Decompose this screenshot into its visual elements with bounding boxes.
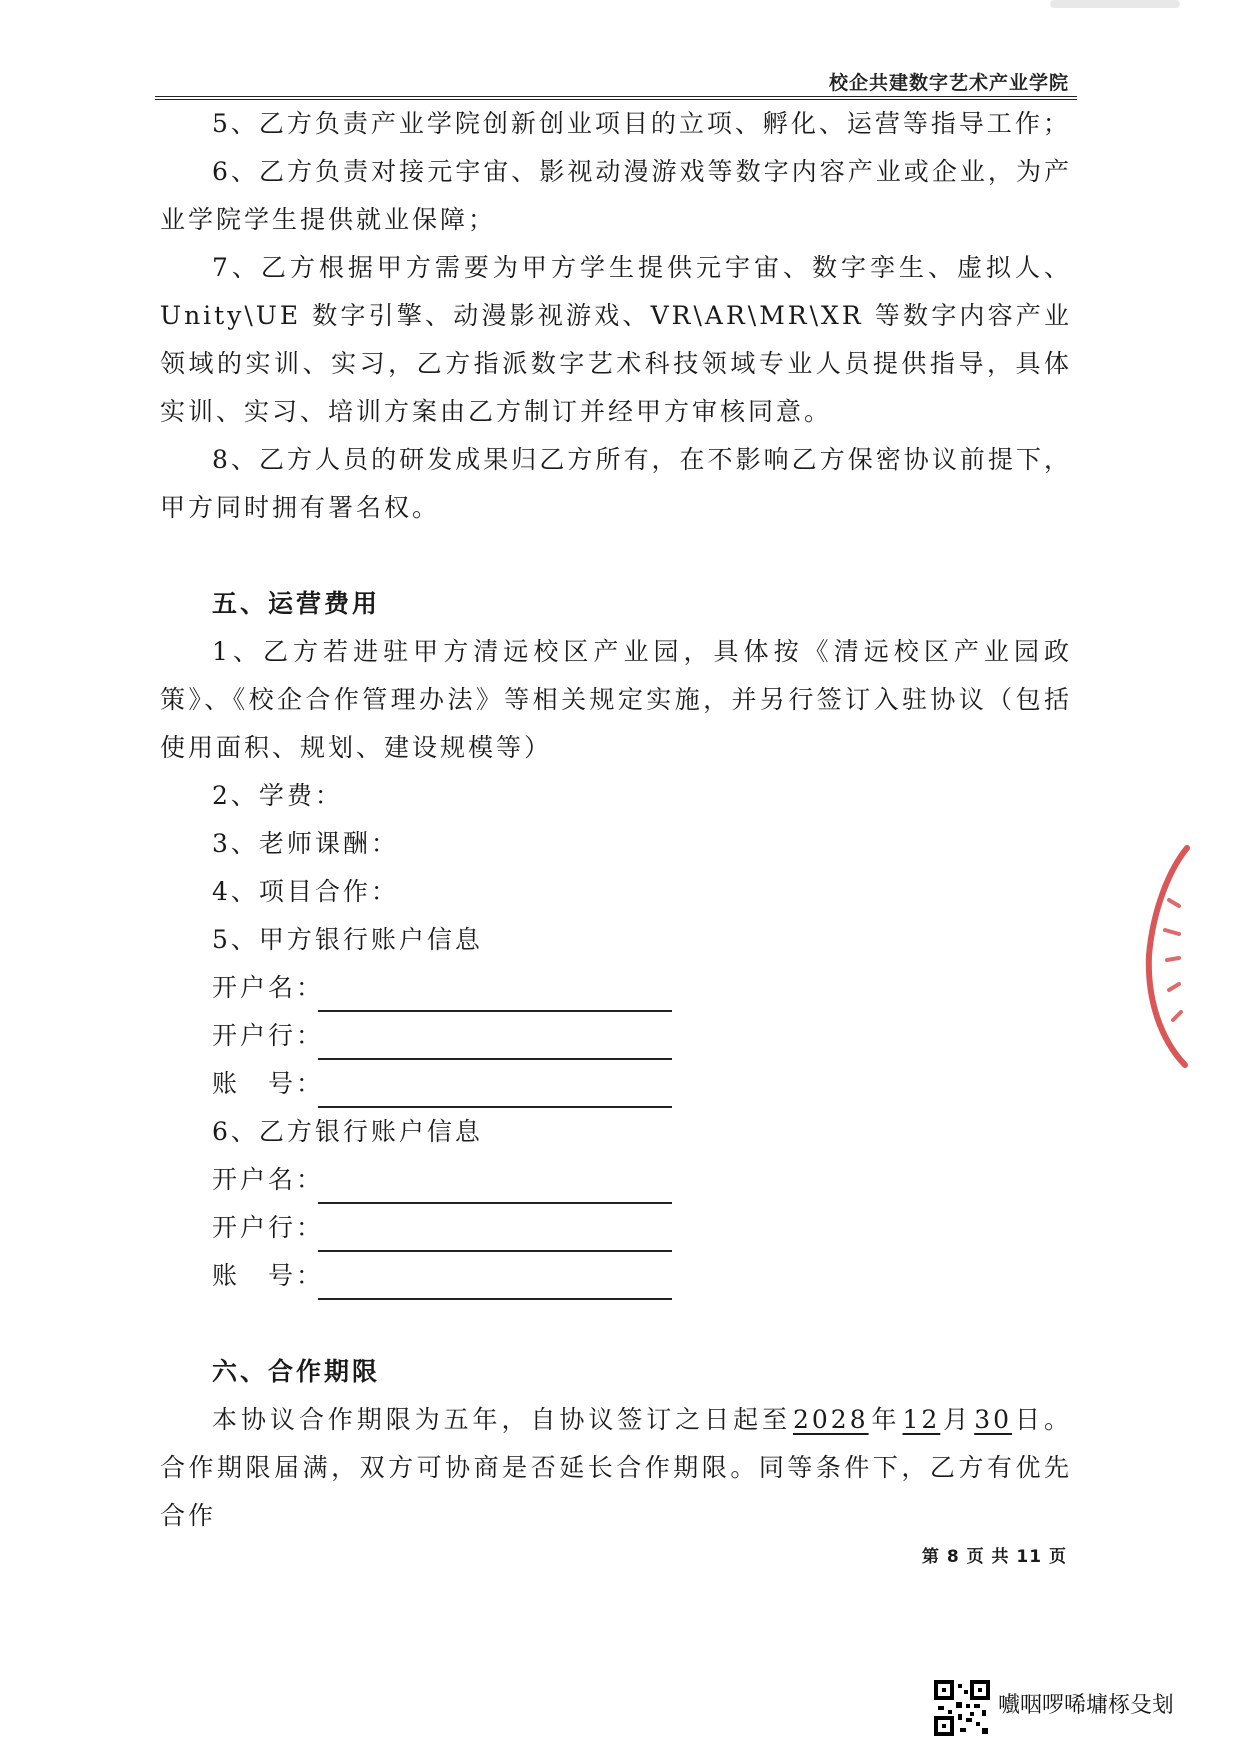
section-5-item-5: 5、甲方银行账户信息	[212, 925, 483, 954]
section-5-item-2: 2、学费：	[212, 781, 343, 810]
section-5-item-3: 3、老师课酬：	[212, 829, 399, 858]
party-a-bank	[212, 1012, 1072, 1060]
field-label: 开户行：	[212, 1021, 325, 1050]
end-day: 30	[974, 1405, 1013, 1434]
section-5-item-1: 1、乙方若进驻甲方清远校区产业园，具体按《清远校区产业园政策》、《校企合作管理办法》等相关规定实施，并另行签订入驻协议（包括使用面积、规划、建设规模等）	[160, 637, 1072, 762]
document-body	[160, 100, 1072, 1540]
field-label: 开户行：	[212, 1213, 325, 1242]
term-text-before: 本协议合作期限为五年，自协议签订之日起至	[212, 1405, 791, 1434]
party-b-account-name	[212, 1156, 1072, 1204]
end-month: 12	[902, 1405, 941, 1434]
clause-b5: 5、乙方负责产业学院创新创业项目的立项、孵化、运营等指导工作；	[212, 109, 1071, 138]
blank-line	[318, 976, 672, 1012]
header-title: 校企共建数字艺术产业学院	[828, 72, 1069, 94]
seal-stamp-fragment	[1139, 840, 1199, 1070]
field-label: 开户名：	[212, 973, 325, 1002]
day-unit: 日	[1014, 1405, 1044, 1434]
party-a-account-number	[212, 1060, 1072, 1108]
header-rule	[155, 96, 1077, 97]
blank-line	[318, 1216, 672, 1252]
spacer	[160, 1300, 1072, 1348]
section-6-text	[160, 1396, 1072, 1540]
scan-smudge	[1050, 0, 1180, 8]
party-a-account-name	[212, 964, 1072, 1012]
blank-line	[318, 1168, 672, 1204]
qr-code-icon	[934, 1680, 990, 1736]
blank-line	[318, 1024, 672, 1060]
clause-b8: 8、乙方人员的研发成果归乙方所有，在不影响乙方保密协议前提下，甲方同时拥有署名权。	[160, 445, 1072, 522]
party-b-bank	[212, 1204, 1072, 1252]
clause-b7: 7、乙方根据甲方需要为甲方学生提供元宇宙、数字孪生、虚拟人、Unity\UE 数字引擎、动漫影视游戏、VR\AR\MR\XR 等数字内容产业领域的实训、实习，乙方指派数字艺术科技领域专业人员提供指导，具体实训、实习、培训方案由乙方制订并经甲方审核同意。	[160, 253, 1072, 426]
watermark-text: 嚱咽啰唏墉㭬殳刬	[998, 1693, 1175, 1718]
field-label: 账 号：	[212, 1069, 325, 1098]
blank-line	[318, 1264, 672, 1300]
spacer	[160, 532, 1072, 580]
term-text-after: 。合作期限届满，双方可协商是否延长合作期限。同等条件下，乙方有优先合作	[160, 1405, 1072, 1530]
clause-b6: 6、乙方负责对接元宇宙、影视动漫游戏等数字内容产业或企业，为产业学院学生提供就业保障；	[160, 157, 1072, 234]
page-number: 第 8 页 共 11 页	[921, 1547, 1067, 1567]
section-5-item-4: 4、项目合作：	[212, 877, 399, 906]
blank-line	[318, 1072, 672, 1108]
section-5-title: 五、运营费用	[212, 589, 381, 618]
month-unit: 月	[942, 1405, 973, 1434]
end-year: 2028	[792, 1405, 869, 1434]
year-unit: 年	[870, 1405, 901, 1434]
party-b-account-number	[212, 1252, 1072, 1300]
section-5-item-6: 6、乙方银行账户信息	[212, 1117, 483, 1146]
field-label: 开户名：	[212, 1165, 325, 1194]
section-6-title: 六、合作期限	[212, 1357, 381, 1386]
field-label: 账 号：	[212, 1261, 325, 1290]
